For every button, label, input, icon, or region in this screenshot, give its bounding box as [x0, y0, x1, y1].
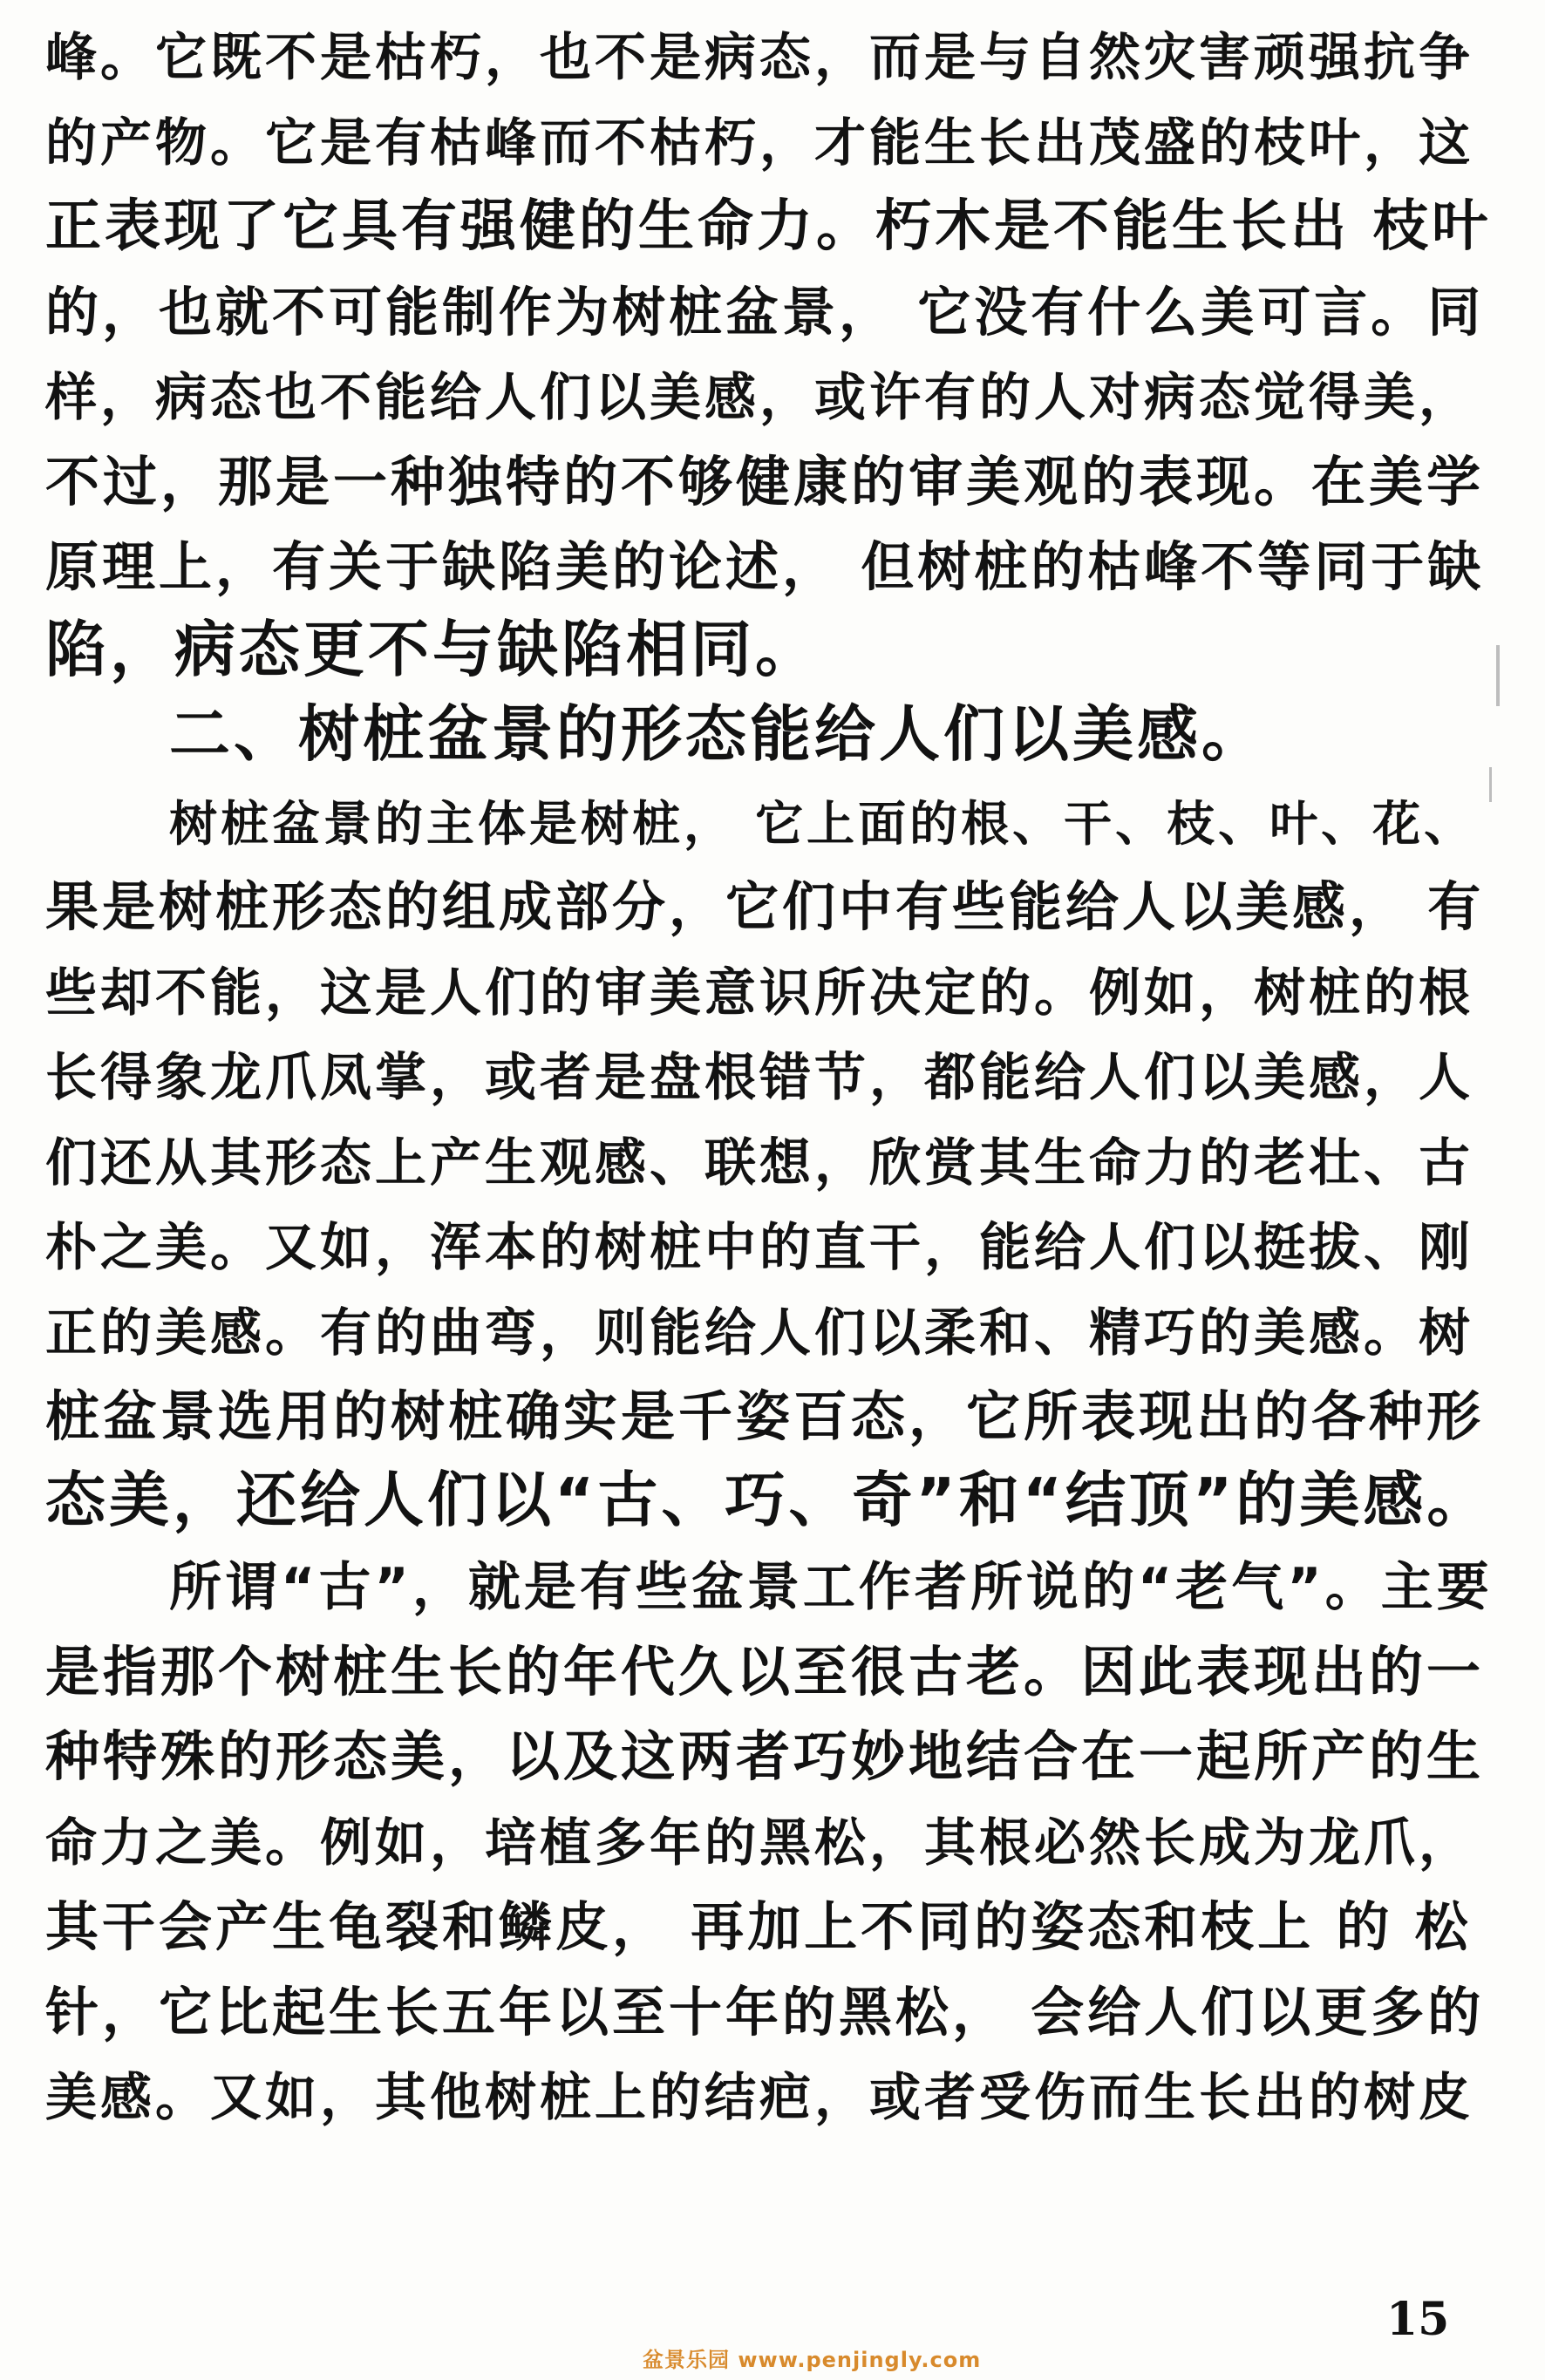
paragraph-start-line: 所谓“古”，就是有些盆景工作者所说的“老气”。主要	[169, 1557, 1493, 1618]
text-line: 是指那个树桩生长的年代久以至很古老。因此表现出的一	[45, 1639, 1485, 1703]
body-text	[45, 12, 1493, 2138]
text-line: 其干会产生龟裂和鳞皮， 再加上不同的姿态和枝上 的 松	[45, 1896, 1472, 1958]
text-line: 针，它比起生长五年以至十年的黑松， 会给人们以更多的	[45, 1981, 1485, 2043]
page-number: 15	[1386, 2293, 1450, 2346]
text-line: 桩盆景选用的树桩确实是千姿百态，它所表现出的各种形	[45, 1384, 1485, 1448]
text-line: 正表现了它具有强健的生命力。朽木是不能生长出 枝叶	[45, 194, 1492, 259]
text-line: 朴之美。又如，浑本的树桩中的直干，能给人们以挺拔、刚	[45, 1217, 1474, 1277]
text-line: 美感。又如，其他树桩上的结疤，或者受伤而生长出的树皮	[45, 2067, 1474, 2127]
text-line: 不过，那是一种独特的不够健康的审美观的表现。在美学	[45, 449, 1485, 513]
text-line: 命力之美。例如，培植多年的黑松，其根必然长成为龙爪，	[45, 1812, 1474, 1873]
text-line: 陷，病态更不与缺陷相同。	[45, 613, 820, 685]
text-line: 态美，还给人们以“古、巧、奇”和“结顶”的美感。	[45, 1465, 1491, 1535]
text-line: 的产物。它是有枯峰而不枯朽，才能生长出茂盛的枝叶，这	[45, 112, 1474, 173]
text-line: 果是树桩形态的组成部分，它们中有些能给人以美感， 有	[45, 876, 1485, 938]
text-line: 的，也就不可能制作为树桩盆景， 它没有什么美可言。同	[45, 281, 1485, 343]
text-line: 正的美感。有的曲弯，则能给人们以柔和、精巧的美感。树	[45, 1302, 1474, 1363]
text-line: 原理上，有关于缺陷美的论述， 但树桩的枯峰不等同于缺	[45, 536, 1485, 598]
scan-artifact	[1489, 767, 1492, 802]
text-line: 们还从其形态上产生观感、联想，欣赏其生命力的老壮、古	[45, 1132, 1474, 1193]
page-footer	[0, 2293, 1545, 2380]
text-line: 种特殊的形态美，以及这两者巧妙地结合在一起所产的生	[45, 1724, 1485, 1788]
text-line: 样，病态也不能给人们以美感，或许有的人对病态觉得美，	[45, 367, 1474, 427]
text-line: 峰。它既不是枯朽，也不是病态，而是与自然灾害顽强抗争	[45, 27, 1474, 87]
scan-artifact	[1496, 645, 1500, 706]
section-heading: 二、树桩盆景的形态能给人们以美感。	[169, 698, 1266, 770]
text-line: 些却不能，这是人们的审美意识所决定的。例如，树桩的根	[45, 962, 1474, 1023]
text-line: 长得象龙爪凤掌，或者是盘根错节，都能给人们以美感，人	[45, 1047, 1474, 1107]
paragraph-start-line: 树桩盆景的主体是树桩， 它上面的根、干、枝、叶、花、	[169, 795, 1476, 852]
watermark: 盆景乐园 www.penjingly.com	[643, 2348, 982, 2372]
